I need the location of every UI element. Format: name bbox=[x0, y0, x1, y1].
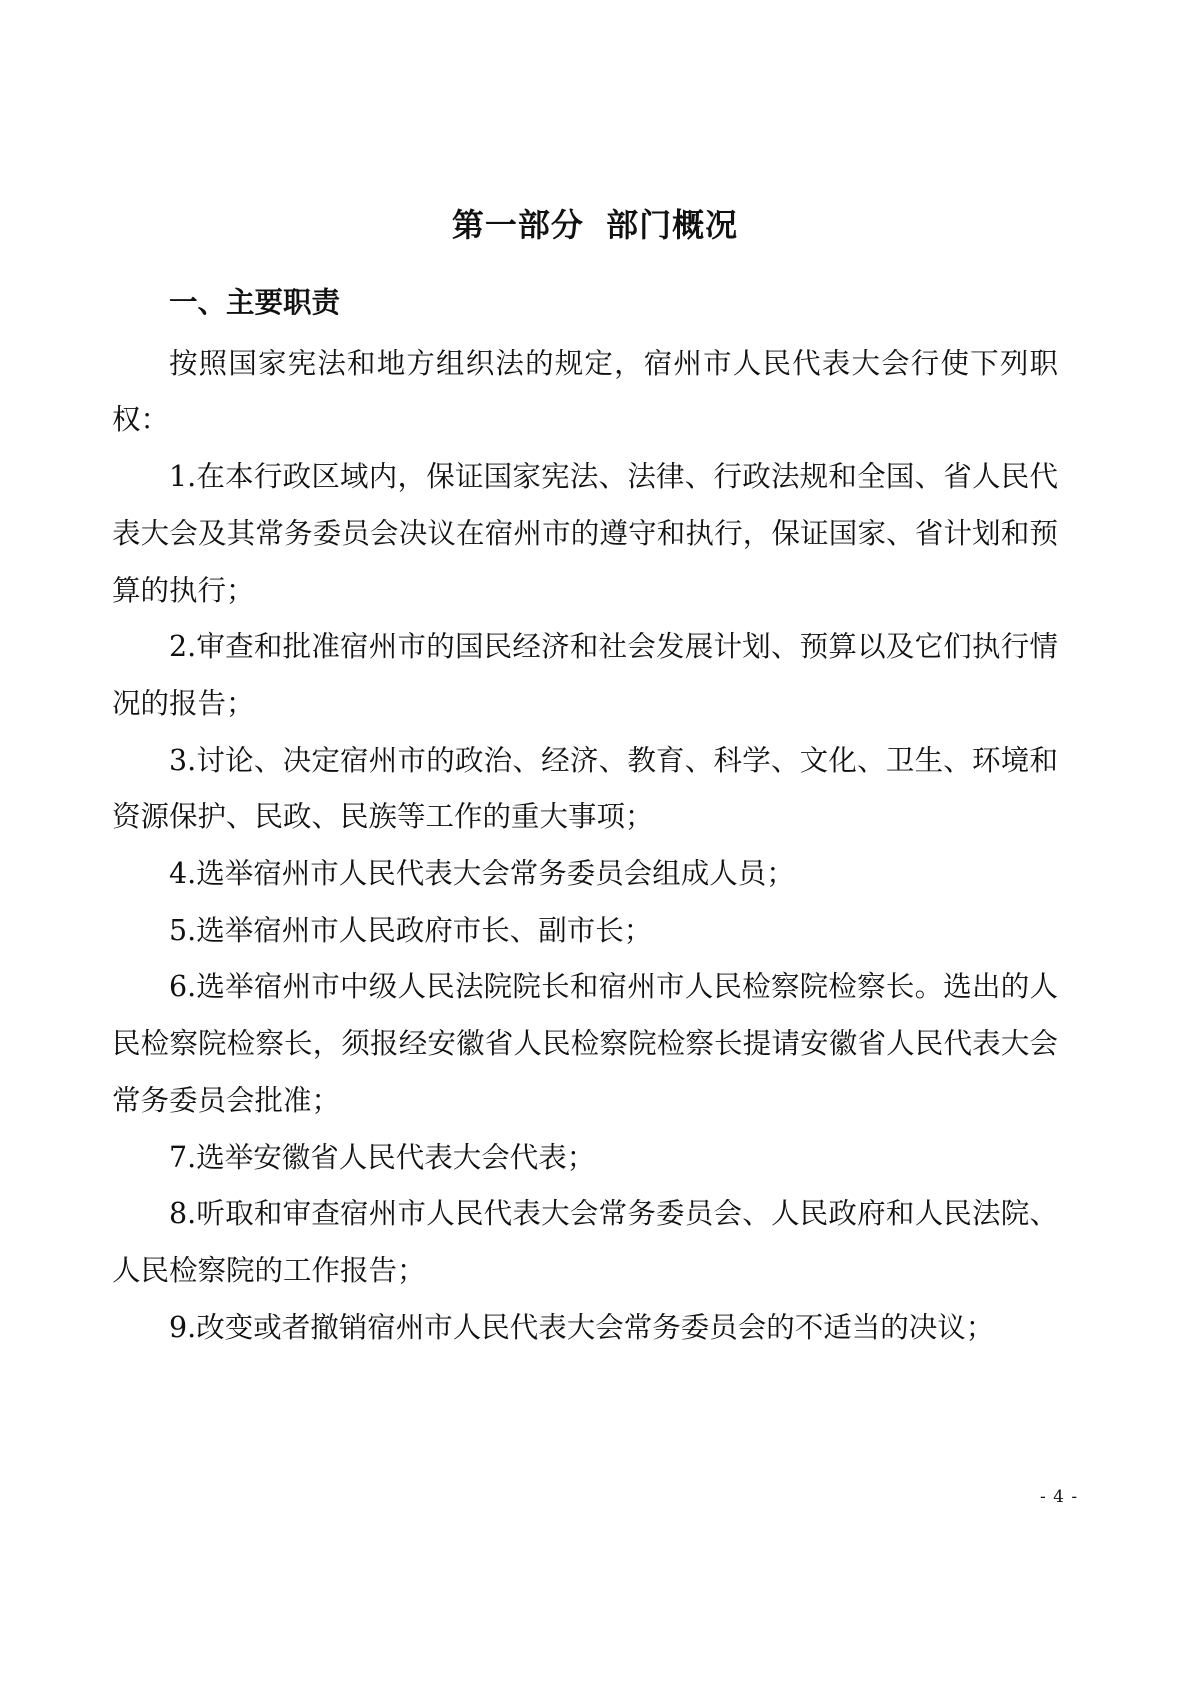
duty-item: 8.听取和审查宿州市人民代表大会常务委员会、人民政府和人民法院、人民检察院的工作报告； bbox=[112, 1197, 1058, 1287]
duty-item: 4.选举宿州市人民代表大会常务委员会组成人员； bbox=[169, 857, 795, 891]
duty-item: 6.选举宿州市中级人民法院院长和宿州市人民检察院检察长。选出的人民检察院检察长，须报经安徽省人民检察院检察长提请安徽省人民代表大会常务委员会批准； bbox=[112, 970, 1058, 1117]
duty-item: 5.选举宿州市人民政府市长、副市长； bbox=[169, 913, 653, 947]
section-heading: 一、主要职责 bbox=[169, 286, 341, 319]
duty-item: 9.改变或者撤销宿州市人民代表大会常务委员会的不适当的决议； bbox=[169, 1310, 995, 1344]
duty-item: 3.讨论、决定宿州市的政治、经济、教育、科学、文化、卫生、环境和资源保护、民政、民族等工作的重大事项； bbox=[112, 743, 1058, 834]
intro-paragraph: 按照国家宪法和地方组织法的规定，宿州市人民代表大会行使下列职权： bbox=[112, 346, 1058, 437]
duty-item: 7.选举安徽省人民代表大会代表； bbox=[169, 1140, 596, 1174]
duty-item: 1.在本行政区域内，保证国家宪法、法律、行政法规和全国、省人民代表大会及其常务委员会决议在宿州市的遵守和执行，保证国家、省计划和预算的执行； bbox=[112, 460, 1058, 607]
part-title: 第一部分 部门概况 bbox=[451, 206, 739, 244]
page-number: - 4 - bbox=[1040, 1487, 1079, 1507]
document-body bbox=[112, 275, 1058, 1356]
duty-item: 2.审查和批准宿州市的国民经济和社会发展计划、预算以及它们执行情况的报告； bbox=[112, 630, 1058, 720]
